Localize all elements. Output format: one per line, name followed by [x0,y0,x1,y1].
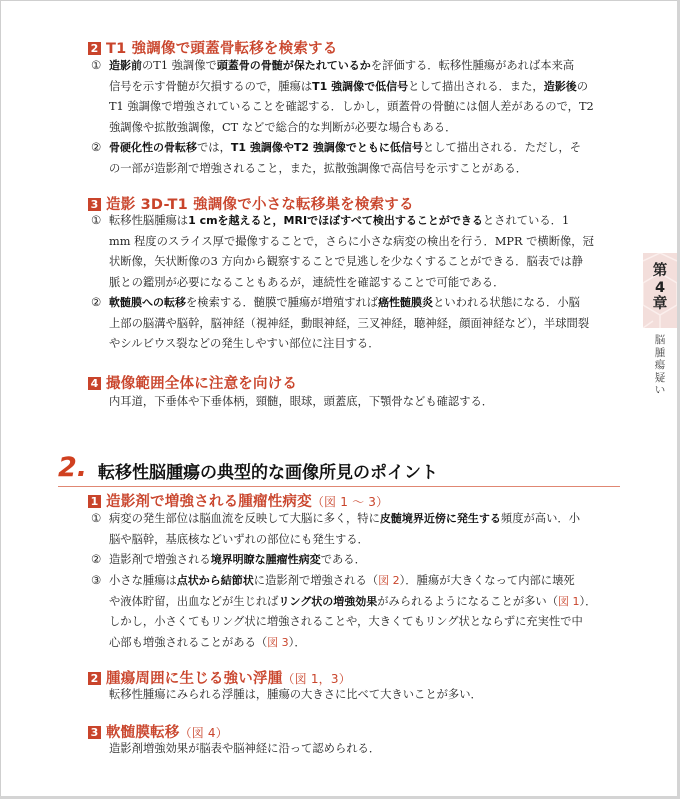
emphasis-text: 造影後 [543,79,577,93]
text-line [109,550,621,571]
subsection-heading-enhancing-mass [88,490,388,511]
body-text: の一部が造影剤で増強されること，また，拡散強調像で高信号を示すことがある． [109,161,527,175]
list-marker: ① [91,59,102,72]
emphasis-text: 頭蓋骨の骨髄が保たれているか [216,59,371,72]
list-marker: ② [91,553,102,566]
text-line [109,252,621,273]
body-text: では， [197,141,231,154]
list-item-text [109,56,621,138]
list-marker: ② [91,296,102,309]
text-line [109,232,621,253]
emphasis-text: 点状から結節状 [176,574,254,587]
list-item [91,571,621,653]
figure-reference[interactable]: （図 1 〜 3） [311,495,389,509]
list-marker: ② [91,141,102,154]
emphasis-text: 軟髄膜への転移 [109,296,186,309]
emphasis-text: T1 強調像で低信号 [312,79,409,93]
subsection-title: T1 強調像で頭蓋骨転移を検索する [106,41,338,57]
subsection-title: 軟髄膜転移 [106,725,180,741]
text-line [109,118,621,139]
list-item-text [109,211,621,293]
emphasis-text: 境界明瞭な腫瘤性病変 [210,553,321,566]
body-text: 強調像や拡散強調像，CT などで総合的な判断が必要な場合もある． [109,120,457,134]
figure-link[interactable]: 図 2 [378,574,400,587]
chapter-label [643,263,677,313]
body-text: 頻度が高い．小 [500,512,580,525]
subsection-number-badge: 4 [88,377,101,390]
body-text: といわれる状態になる．小脳 [433,296,580,309]
subsection-number-badge: 3 [88,726,101,739]
emphasis-text: 癌性髄膜炎 [378,296,434,309]
text-line [109,592,621,613]
subsection-number-badge: 2 [88,42,101,55]
section-title: 転移性脳腫瘍の典型的な画像所見のポイント [98,463,438,483]
paragraph: 転移性腫瘍にみられる浮腫は，腫瘍の大きさに比べて大きいことが多い． [109,688,482,701]
list-item-text [109,571,621,653]
text-line [109,633,621,654]
subsection-title: 造影 3D-T1 強調像で小さな転移巣を検索する [106,197,414,213]
subsection-title: 造影剤で増強される腫瘤性病変 [106,494,312,510]
figure-reference[interactable]: （図 4） [179,726,228,740]
text-line [109,273,621,294]
list-item [91,56,621,138]
body-text: 上部の脳溝や脳幹，脳神経（視神経，動眼神経，三叉神経，聴神経，顔面神経など），半球間裂 [109,316,590,330]
list-item-text [109,509,621,550]
emphasis-text: リング状の増強効果 [278,594,378,608]
subsection-heading-range [88,372,297,393]
chapter-tab[interactable] [643,253,677,328]
text-line [109,77,621,98]
text-line [109,334,621,355]
list-marker: ① [91,214,102,227]
emphasis-text: T1 強調像やT2 強調像でともに低信号 [230,141,423,154]
figure-reference[interactable]: （図 1，3） [282,672,351,686]
list-marker: ① [91,512,102,525]
list-item-text [109,550,621,571]
subtitle-char: 脳 [654,334,666,346]
text-line [109,530,621,551]
figure-link[interactable]: 図 3 [267,635,289,649]
body-text: を検索する．髄膜で腫瘍が増殖すれば [186,296,379,309]
body-text: 造影剤で増強される [109,553,211,566]
list-item-text [109,293,621,355]
text-line [109,612,621,633]
paragraph: 造影剤増強効果が脳表や脳神経に沿って認められる． [109,742,381,755]
figure-link[interactable]: 図 1 [558,594,580,608]
body-text: 脈との鑑別が必要になることもあるが，連続性を確認することで可能である． [109,275,505,289]
body-text: や液体貯留，出血などが生じれば [109,594,279,608]
chapter-subtitle [652,334,668,397]
body-text: 状断像，矢状断像の3 方向から観察することで見逃しを少なくすることができる．脳表では静 [109,255,583,268]
body-text: とされている．1 [482,214,570,227]
body-text: である． [320,553,366,566]
subtitle-char: 瘍 [654,359,666,371]
list-item [91,509,621,550]
emphasis-text: 骨硬化性の骨転移 [109,141,197,154]
body-text: の [576,79,589,93]
subsection-number-badge: 1 [88,495,101,508]
subsection-title: 撮像範囲全体に注意を向ける [106,376,298,392]
section-number: 2. [58,452,88,483]
list-item-text [109,138,621,179]
chapter-number: 4 [654,279,666,296]
emphasis-text: 造影前 [109,59,142,72]
body-text: 小さな腫瘍は [109,574,177,587]
paragraph: 内耳道，下垂体や下垂体柄，頸髄，眼球，頭蓋底，下顎骨なども確認する． [109,395,494,408]
list-item [91,293,621,355]
subsection-title: 腫瘍周囲に生じる強い浮腫 [106,671,283,687]
subtitle-char: 疑 [654,371,666,384]
emphasis-text: 皮髄境界近傍に発生する [379,512,501,525]
list-marker: ③ [91,574,102,587]
body-text: しかし，小さくてもリング状に増強されることや，大きくてもリング状とならずに充実性で中 [109,615,583,628]
body-text: として描出される．また， [408,79,544,93]
subtitle-char: い [654,384,666,396]
subsection-heading-t1 [88,37,337,58]
list-item [91,138,621,179]
body-text: 病変の発生部位は脳血流を反映して大脳に多く，特に [109,512,380,525]
section-heading [58,452,620,487]
text-line [109,97,621,118]
body-text: 信号を示す骨髄が欠損するので，腫瘍は [109,79,313,93]
body-text: を評価する．転移性腫瘍があれば本来高 [370,59,575,72]
body-text: 心部も増強されることがある（ [109,635,268,649]
text-line [109,509,621,530]
body-text: に造影剤で増強される（ [253,574,379,587]
text-line [109,571,621,592]
body-text: ）． [288,635,306,649]
emphasis-text: 1 cmを越えると，MRIでほぼすべて検出することができる [188,214,483,227]
body-text: として描出される．ただし，そ [422,141,582,154]
text-line [109,293,621,314]
body-text: がみられるようになることが多い（ [377,594,559,608]
chapter-char: 章 [652,296,668,312]
body-text: やシルビウス裂などの発生しやすい部位に注目する． [109,337,380,350]
body-text: ）． [579,594,597,608]
text-line [109,314,621,335]
body-text: のT1 強調像で [142,59,217,72]
body-text: mm 程度のスライス厚で撮像することで，さらに小さな病変の検出を行う．MPR で横断像，冠 [109,234,594,248]
list-item [91,550,621,571]
subsection-number-badge: 3 [88,198,101,211]
body-text: ）．腫瘍が大きくなって内部に壊死 [399,574,575,587]
body-text: T1 強調像で増強されていることを確認する．しかし，頭蓋骨の骨髄には個人差があるので，T2 [109,100,594,113]
text-line [109,56,621,77]
chapter-char: 第 [652,263,668,279]
text-line [109,211,621,232]
subsection-number-badge: 2 [88,672,101,685]
body-text: 脳や脳幹，基底核などいずれの部位にも発生する． [109,532,369,546]
list-item [91,211,621,293]
text-line [109,159,621,180]
text-line [109,138,621,159]
body-text: 転移性脳腫瘍は [109,214,189,227]
subtitle-char: 腫 [654,346,666,359]
